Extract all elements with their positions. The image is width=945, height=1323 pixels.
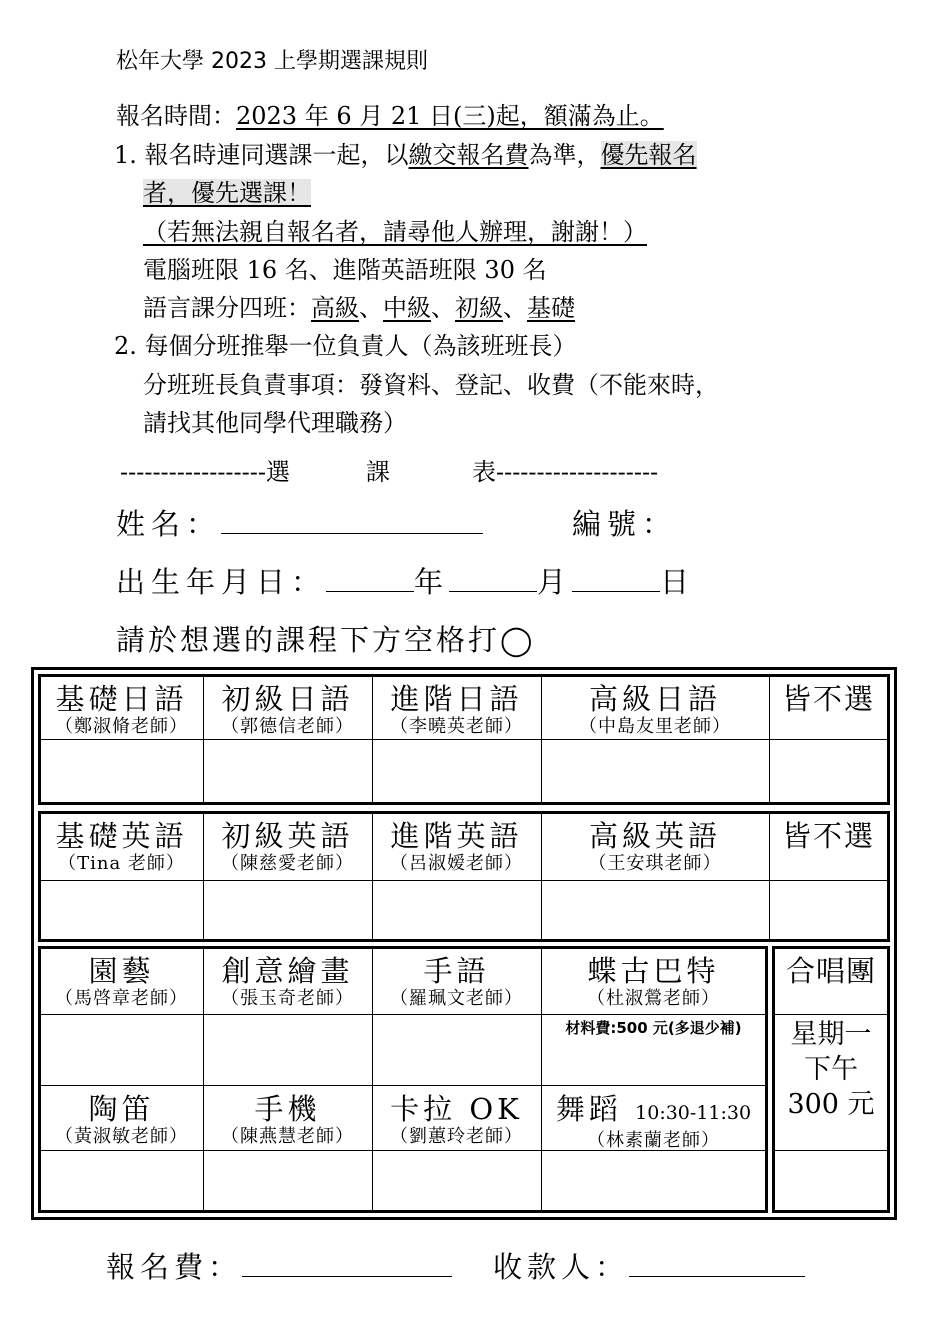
heading-char-2: 課 bbox=[365, 458, 390, 486]
separator: 、 bbox=[359, 294, 383, 322]
select-advanced-japanese[interactable] bbox=[541, 740, 769, 803]
payee-label: 收款人： bbox=[493, 1250, 630, 1284]
name-label: 姓名： bbox=[116, 507, 222, 541]
course-name bbox=[541, 1092, 766, 1130]
select-intermediate-english[interactable] bbox=[372, 881, 541, 940]
birth-row bbox=[116, 560, 695, 601]
course-name: 初級日語 bbox=[221, 682, 354, 716]
course-name: 合唱團 bbox=[785, 954, 876, 988]
course-intermediate-english bbox=[372, 813, 541, 880]
choir-fee: 300 元 bbox=[787, 1089, 875, 1120]
course-name: 手機 bbox=[254, 1092, 321, 1126]
rule-1-underline: 繳交報名費 bbox=[408, 141, 529, 169]
course-name: 卡拉 OK bbox=[390, 1092, 523, 1126]
form-heading bbox=[120, 452, 658, 487]
course-name: 基礎日語 bbox=[55, 682, 188, 716]
registration-label: 報名時間： bbox=[116, 102, 236, 130]
fee-row bbox=[106, 1245, 452, 1286]
select-gardening[interactable] bbox=[40, 1015, 203, 1085]
select-sign-language[interactable] bbox=[372, 1015, 541, 1085]
teacher-name: （杜淑鶯老師） bbox=[587, 988, 720, 1009]
course-gardening bbox=[40, 948, 203, 1014]
birth-year-field[interactable] bbox=[326, 563, 414, 592]
select-decoupage[interactable] bbox=[541, 1015, 766, 1085]
separator: 、 bbox=[503, 294, 527, 322]
teacher-name: （中島友里老師） bbox=[579, 716, 731, 737]
course-name: 園藝 bbox=[88, 954, 155, 988]
course-basic-english bbox=[40, 813, 203, 880]
instruction: 請於想選的課程下方空格打◯ bbox=[116, 623, 536, 657]
select-none-japanese[interactable] bbox=[769, 740, 888, 803]
select-none-english[interactable] bbox=[769, 881, 888, 940]
select-intermediate-japanese[interactable] bbox=[372, 740, 541, 803]
course-karaoke bbox=[372, 1086, 541, 1150]
birth-label: 出生年月日： bbox=[116, 565, 327, 599]
course-name: 進階英語 bbox=[390, 819, 523, 853]
choir-day: 星期一 bbox=[790, 1019, 872, 1050]
course-mobile-phone bbox=[203, 1086, 372, 1150]
select-dance[interactable] bbox=[541, 1151, 766, 1211]
select-karaoke[interactable] bbox=[372, 1151, 541, 1211]
course-name: 皆不選 bbox=[781, 682, 875, 716]
rule-1-languages bbox=[143, 288, 575, 323]
heading-char-1: 選 bbox=[265, 458, 290, 486]
select-choir[interactable] bbox=[774, 1151, 888, 1211]
course-name: 高級英語 bbox=[588, 819, 721, 853]
select-ocarina[interactable] bbox=[40, 1151, 203, 1211]
birth-month-field[interactable] bbox=[449, 563, 537, 592]
month-label: 月 bbox=[537, 565, 573, 599]
rule-1-paren bbox=[143, 212, 647, 247]
course-none-japanese bbox=[769, 676, 888, 739]
course-name: 皆不選 bbox=[781, 819, 875, 853]
id-label: 編號： bbox=[572, 507, 678, 541]
course-creative-painting bbox=[203, 948, 372, 1014]
rule-2-line-2: 分班班長負責事項：發資料、登記、收費（不能來時， bbox=[143, 371, 719, 399]
select-basic-japanese[interactable] bbox=[40, 740, 203, 803]
birth-day-field[interactable] bbox=[572, 563, 660, 592]
material-fee-note: 材料費:500 元(多退少補) bbox=[565, 1019, 742, 1037]
course-name: 蝶古巴特 bbox=[587, 954, 720, 988]
select-advanced-english[interactable] bbox=[541, 881, 769, 940]
heading-dashes-left: ------------------ bbox=[120, 458, 266, 486]
select-mobile-phone[interactable] bbox=[203, 1151, 372, 1211]
rule-1-highlight-b: 者，優先選課！ bbox=[143, 179, 311, 207]
registration-line bbox=[116, 96, 664, 131]
course-name: 手語 bbox=[423, 954, 490, 988]
course-basic-japanese bbox=[40, 676, 203, 739]
teacher-name: （Tina 老師） bbox=[58, 853, 185, 874]
teacher-name: （劉蕙玲老師） bbox=[390, 1126, 523, 1147]
level-intermediate: 中級 bbox=[383, 294, 431, 322]
name-field[interactable] bbox=[221, 505, 483, 534]
course-none-english bbox=[769, 813, 888, 880]
select-beginner-english[interactable] bbox=[203, 881, 372, 940]
teacher-name: （鄭淑脩老師） bbox=[55, 716, 188, 737]
rule-1-line-2 bbox=[143, 173, 311, 208]
payee-field[interactable] bbox=[629, 1248, 805, 1277]
teacher-name: （王安琪老師） bbox=[588, 853, 722, 874]
select-beginner-japanese[interactable] bbox=[203, 740, 372, 803]
teacher-name: （張玉奇老師） bbox=[221, 988, 354, 1009]
rule-1-line-1 bbox=[114, 135, 697, 170]
teacher-name: （林素蘭老師） bbox=[587, 1130, 720, 1151]
level-basic: 基礎 bbox=[527, 294, 575, 322]
course-intermediate-japanese bbox=[372, 676, 541, 739]
course-choir bbox=[774, 948, 888, 1014]
teacher-name: （郭德信老師） bbox=[221, 716, 354, 737]
rule-1-highlight-a: 優先報名 bbox=[600, 141, 697, 169]
course-dance bbox=[541, 1086, 766, 1150]
fee-label: 報名費： bbox=[106, 1250, 243, 1284]
rule-1-paren-text: （若無法親自報名者，請尋他人辦理，謝謝！） bbox=[143, 218, 647, 246]
course-sign-language bbox=[372, 948, 541, 1014]
page-title: 松年大學 2023 上學期選課規則 bbox=[116, 49, 428, 74]
registration-value: 2023 年 6 月 21 日(三)起，額滿為止。 bbox=[236, 102, 664, 130]
teacher-name: （呂淑嫒老師） bbox=[390, 853, 523, 874]
course-beginner-japanese bbox=[203, 676, 372, 739]
day-label: 日 bbox=[660, 565, 696, 599]
course-beginner-english bbox=[203, 813, 372, 880]
course-name: 初級英語 bbox=[221, 819, 354, 853]
course-name: 陶笛 bbox=[88, 1092, 155, 1126]
heading-dashes-right: -------------------- bbox=[495, 458, 659, 486]
course-name: 高級日語 bbox=[588, 682, 721, 716]
course-name: 創意繪畫 bbox=[221, 954, 354, 988]
level-advanced: 高級 bbox=[311, 294, 359, 322]
course-advanced-english bbox=[541, 813, 769, 880]
id-field[interactable] bbox=[676, 506, 876, 536]
languages-prefix: 語言課分四班： bbox=[143, 294, 311, 322]
choir-schedule bbox=[774, 1015, 888, 1150]
dance-name: 舞蹈 bbox=[555, 1092, 622, 1126]
choir-time: 下午 bbox=[804, 1054, 858, 1085]
course-ocarina bbox=[40, 1086, 203, 1150]
rule-1-limit: 電腦班限 16 名、進階英語班限 30 名 bbox=[143, 256, 547, 284]
rule-2-line-3: 請找其他同學代理職務） bbox=[143, 409, 407, 437]
teacher-name: （陳慈愛老師） bbox=[221, 853, 354, 874]
rule-2-line-1: 2. 每個分班推舉一位負責人（為該班班長） bbox=[114, 332, 577, 360]
select-creative-painting[interactable] bbox=[203, 1015, 372, 1085]
course-decoupage bbox=[541, 948, 766, 1014]
dance-time: 10:30-11:30 bbox=[635, 1102, 752, 1124]
teacher-name: （李曉英老師） bbox=[390, 716, 523, 737]
level-beginner: 初級 bbox=[455, 294, 503, 322]
name-row bbox=[116, 502, 483, 543]
rule-1-mid: 為準， bbox=[528, 141, 601, 169]
payee-row bbox=[493, 1245, 805, 1286]
rule-1-prefix: 1. 報名時連同選課一起，以 bbox=[114, 141, 409, 169]
teacher-name: （馬啓章老師） bbox=[55, 988, 188, 1009]
course-name: 基礎英語 bbox=[55, 819, 188, 853]
separator: 、 bbox=[431, 294, 455, 322]
course-name: 進階日語 bbox=[390, 682, 523, 716]
year-label: 年 bbox=[414, 565, 450, 599]
fee-field[interactable] bbox=[242, 1248, 452, 1277]
teacher-name: （羅珮文老師） bbox=[390, 988, 523, 1009]
teacher-name: （陳燕慧老師） bbox=[221, 1126, 354, 1147]
teacher-name: （黃淑敏老師） bbox=[55, 1126, 188, 1147]
select-basic-english[interactable] bbox=[40, 881, 203, 940]
heading-char-3: 表 bbox=[471, 458, 496, 486]
course-advanced-japanese bbox=[541, 676, 769, 739]
